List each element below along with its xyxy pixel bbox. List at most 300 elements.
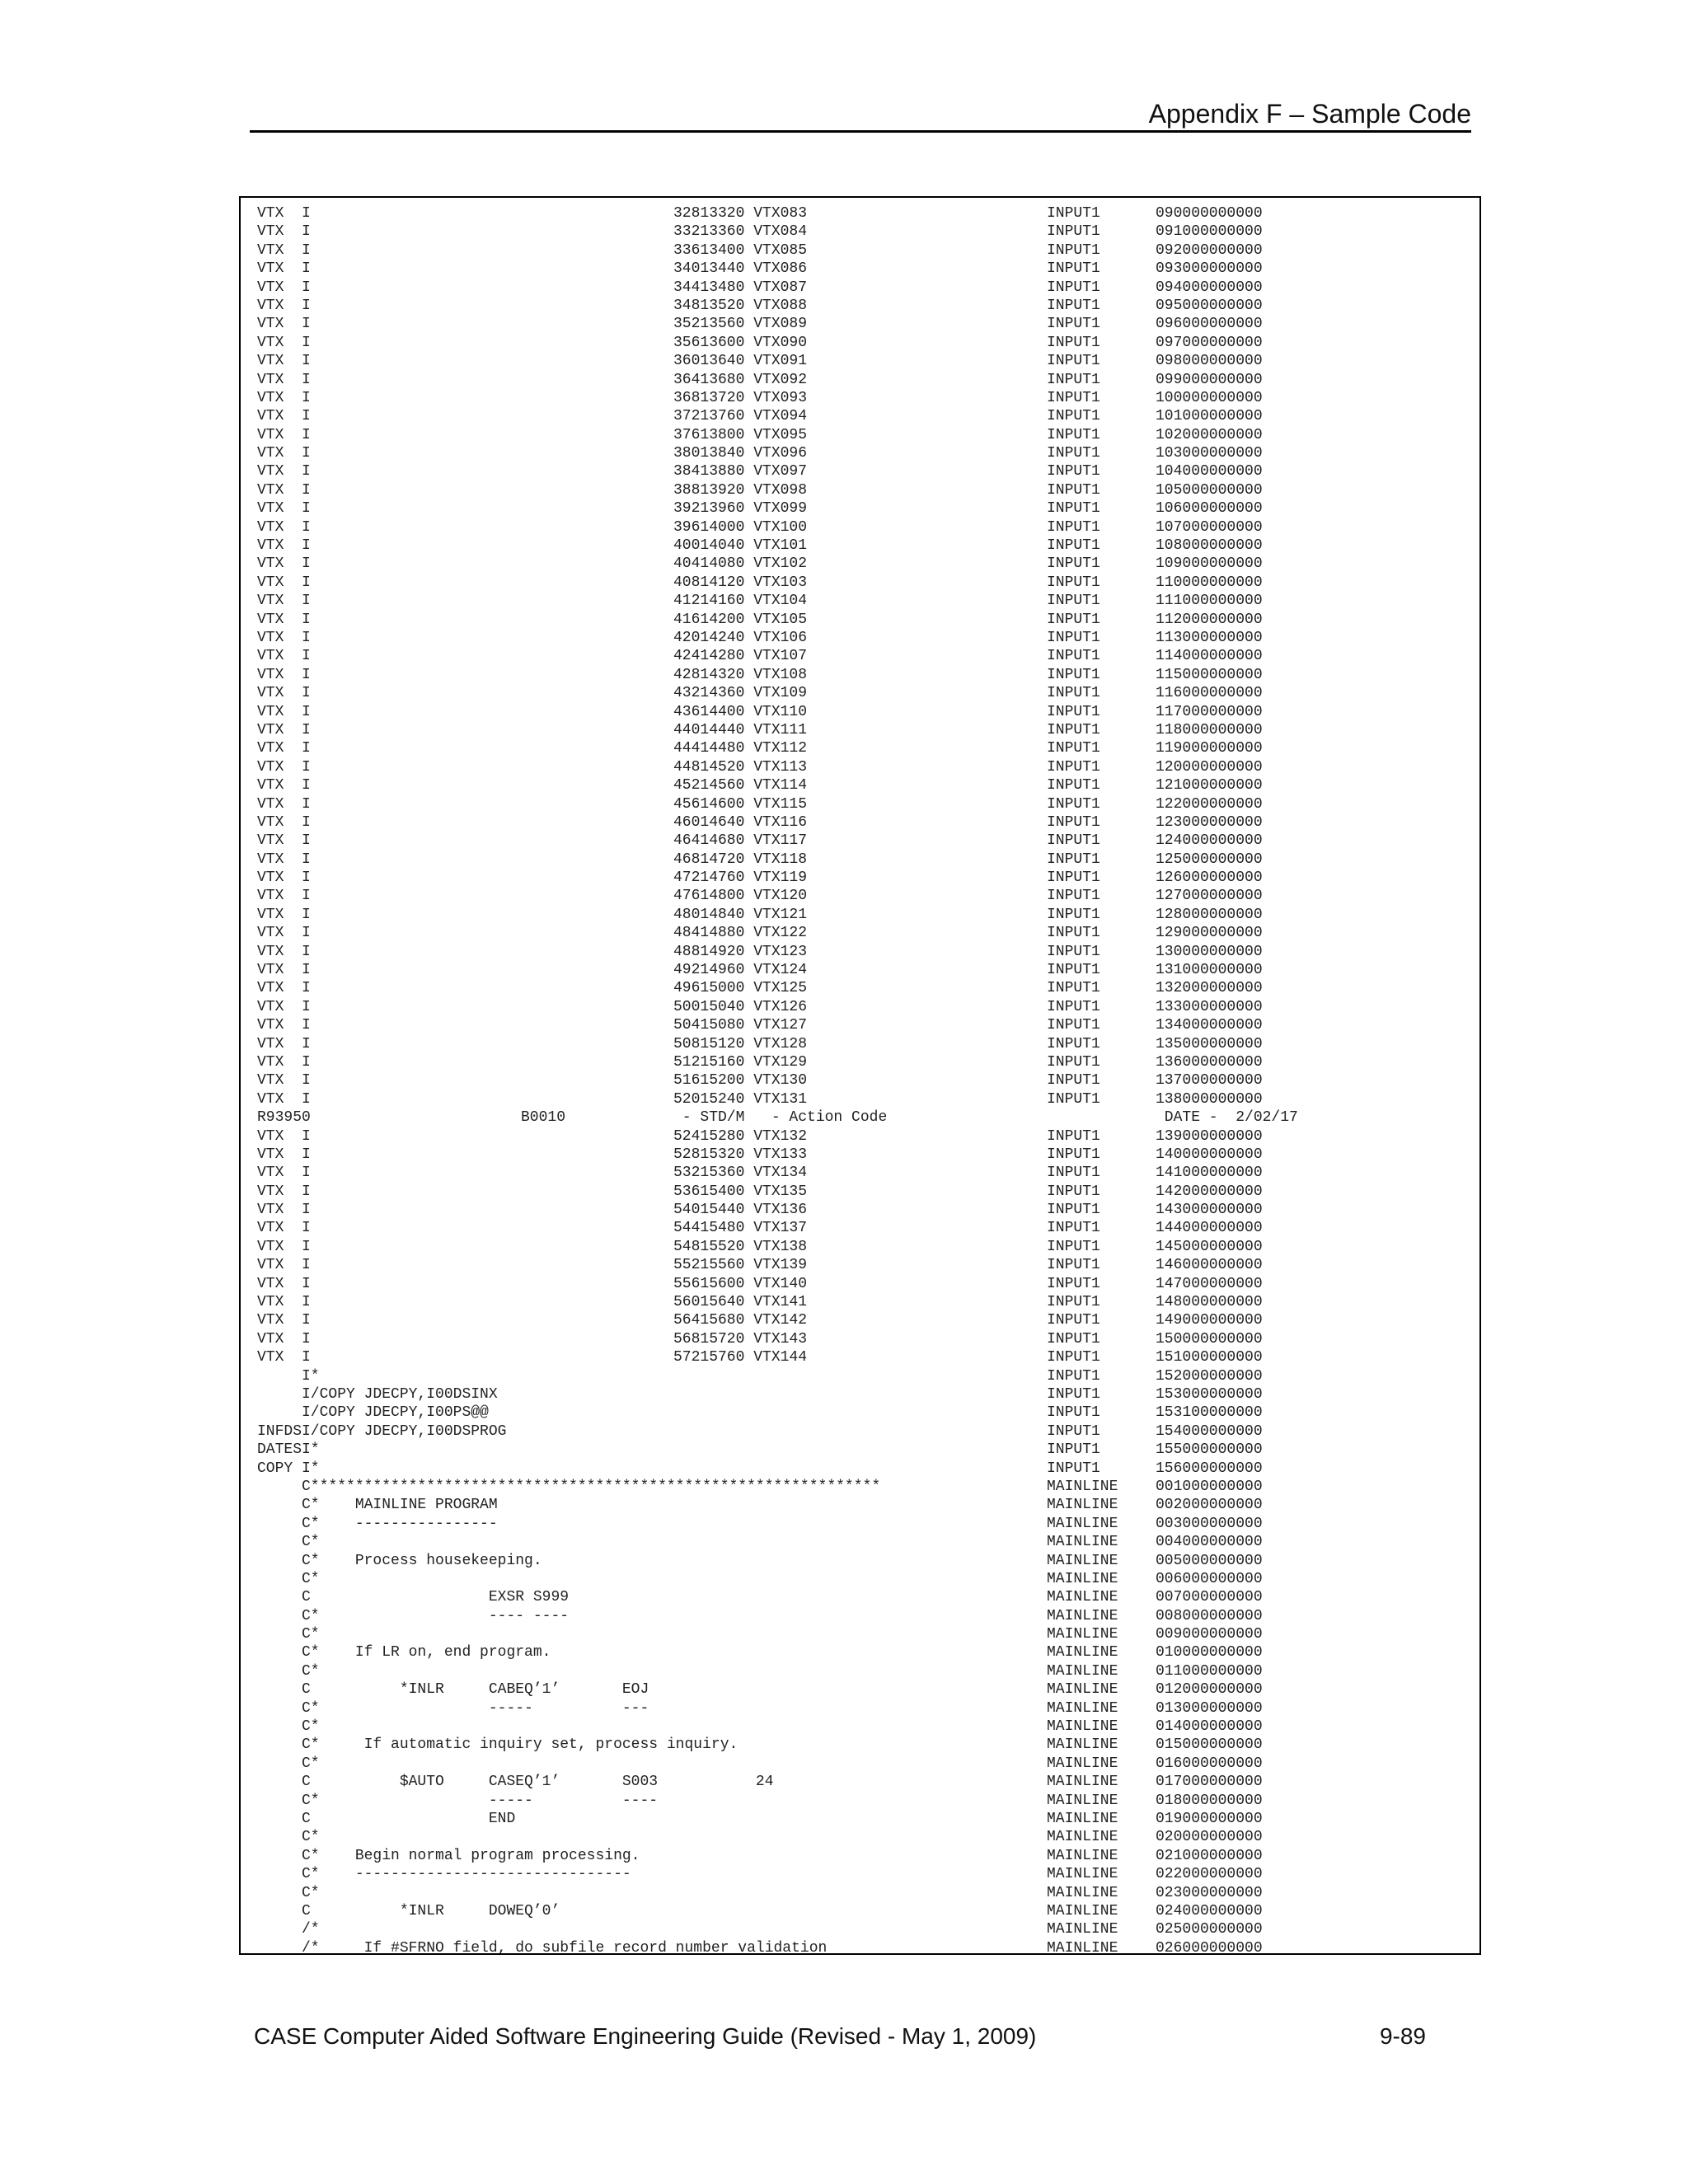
code-line — [257, 407, 1479, 425]
code-col-1: VTX I — [257, 869, 311, 887]
code-col-4: INPUT1 — [1047, 795, 1100, 813]
code-col-5: 114000000000 — [1156, 648, 1263, 665]
code-col-5: 121000000000 — [1156, 777, 1263, 794]
code-col-1: VTX I — [257, 685, 311, 702]
code-col-1: VTX I — [257, 1257, 311, 1274]
code-line — [257, 1385, 1479, 1404]
code-col-1: VTX I — [257, 316, 311, 333]
code-line — [257, 1164, 1479, 1182]
code-col-3: 46414680 VTX117 — [673, 832, 808, 850]
code-col-3: 37613800 VTX095 — [673, 426, 808, 443]
code-col-1: C* Process housekeeping. — [257, 1552, 542, 1569]
code-line — [257, 703, 1479, 721]
code-col-5: 023000000000 — [1156, 1884, 1263, 1901]
code-col-1: VTX I — [257, 962, 311, 979]
code-col-1: C* — [257, 1534, 320, 1551]
code-col-5: 100000000000 — [1156, 389, 1263, 406]
code-col-5: 139000000000 — [1156, 1127, 1263, 1145]
code-col-1: VTX I — [257, 408, 311, 425]
code-col-4: INPUT1 — [1047, 832, 1100, 850]
code-col-5: 127000000000 — [1156, 888, 1263, 905]
code-col-1: C* — [257, 1884, 320, 1901]
code-col-1: VTX I — [257, 445, 311, 462]
code-col-5: 140000000000 — [1156, 1146, 1263, 1163]
code-col-1: VTX I — [257, 832, 311, 850]
code-line — [257, 629, 1479, 647]
header-title: Appendix F – Sample Code — [1148, 99, 1471, 129]
code-col-1: VTX I — [257, 1202, 311, 1219]
code-line — [257, 1496, 1479, 1514]
code-col-3: 36013640 VTX091 — [673, 353, 808, 370]
code-col-4: INPUT1 — [1047, 1053, 1100, 1071]
code-col-1: VTX I — [257, 1275, 311, 1292]
code-col-1: C *INLR DOWEQ’0’ — [257, 1902, 560, 1919]
code-col-4: INPUT1 — [1047, 463, 1100, 480]
code-line — [257, 260, 1479, 278]
code-col-3: 52015240 VTX131 — [673, 1090, 808, 1108]
code-col-3: 49615000 VTX125 — [673, 980, 808, 997]
code-col-5: 112000000000 — [1156, 611, 1263, 628]
code-line — [257, 1939, 1479, 1955]
code-col-1: C* — [257, 1829, 320, 1846]
code-col-5: 110000000000 — [1156, 574, 1263, 591]
code-col-5: 142000000000 — [1156, 1183, 1263, 1200]
code-col-5: 153000000000 — [1156, 1386, 1263, 1403]
code-col-5: 151000000000 — [1156, 1349, 1263, 1366]
code-col-4: INPUT1 — [1047, 371, 1100, 388]
code-col-1: VTX I — [257, 574, 311, 591]
code-col-5: 131000000000 — [1156, 962, 1263, 979]
code-col-5: 150000000000 — [1156, 1330, 1263, 1347]
code-line — [257, 961, 1479, 979]
code-col-4: MAINLINE — [1047, 1570, 1118, 1587]
code-col-5: 136000000000 — [1156, 1053, 1263, 1071]
code-col-1: C *INLR CABEQ’1’ EOJ — [257, 1681, 649, 1699]
code-col-1: VTX I — [257, 1072, 311, 1090]
code-col-5: 093000000000 — [1156, 260, 1263, 278]
code-col-4: MAINLINE — [1047, 1718, 1118, 1736]
code-col-5: 015000000000 — [1156, 1736, 1263, 1754]
code-col-4: MAINLINE — [1047, 1847, 1118, 1864]
code-col-4: INPUT1 — [1047, 1165, 1100, 1182]
code-col-5: 021000000000 — [1156, 1847, 1263, 1864]
code-col-1: VTX I — [257, 703, 311, 720]
code-col-4: MAINLINE — [1047, 1497, 1118, 1514]
code-col-4: MAINLINE — [1047, 1478, 1118, 1495]
code-col-5: 014000000000 — [1156, 1718, 1263, 1736]
code-col-1: VTX I — [257, 1035, 311, 1052]
code-col-3: 38813920 VTX098 — [673, 481, 808, 499]
code-col-3: 38013840 VTX096 — [673, 445, 808, 462]
code-col-5: 115000000000 — [1156, 666, 1263, 683]
code-line — [257, 334, 1479, 352]
code-col-5: 096000000000 — [1156, 316, 1263, 333]
code-col-4: MAINLINE — [1047, 1774, 1118, 1791]
code-col-1: C* If automatic inquiry set, process inquiry. — [257, 1736, 738, 1754]
code-col-5: 133000000000 — [1156, 998, 1263, 1015]
code-col-3: 48014840 VTX121 — [673, 906, 808, 923]
code-line — [257, 813, 1479, 832]
code-col-3: 50415080 VTX127 — [673, 1017, 808, 1034]
code-line — [257, 887, 1479, 905]
code-col-4: INPUT1 — [1047, 1220, 1100, 1237]
code-col-4: INPUT1 — [1047, 758, 1100, 776]
code-col-1: VTX I — [257, 389, 311, 406]
code-line — [257, 1275, 1479, 1293]
code-col-5: 012000000000 — [1156, 1681, 1263, 1699]
code-col-5: 006000000000 — [1156, 1570, 1263, 1587]
code-col-1: C* ---- ---- — [257, 1607, 570, 1624]
code-col-5: 126000000000 — [1156, 869, 1263, 887]
code-col-3: 56015640 VTX141 — [673, 1294, 808, 1311]
code-col-1: VTX I — [257, 925, 311, 942]
code-col-4: INPUT1 — [1047, 1312, 1100, 1329]
code-line — [257, 462, 1479, 480]
code-line — [257, 1422, 1479, 1441]
code-col-5: 144000000000 — [1156, 1220, 1263, 1237]
code-line — [257, 241, 1479, 260]
code-line — [257, 1865, 1479, 1883]
code-col-4: INPUT1 — [1047, 426, 1100, 443]
code-col-4: MAINLINE — [1047, 1515, 1118, 1532]
code-line — [257, 1016, 1479, 1034]
code-line — [257, 444, 1479, 462]
code-col-1: C* ----- ---- — [257, 1792, 659, 1809]
code-col-3: 40814120 VTX103 — [673, 574, 808, 591]
code-col-5: 026000000000 — [1156, 1939, 1263, 1955]
code-col-1: VTX I — [257, 1090, 311, 1108]
code-col-4: INPUT1 — [1047, 1017, 1100, 1034]
code-col-1: C* Begin normal program processing. — [257, 1847, 640, 1864]
code-col-1: VTX I — [257, 1330, 311, 1347]
code-col-5: 092000000000 — [1156, 241, 1263, 259]
code-col-4: INPUT1 — [1047, 279, 1100, 296]
code-col-4: INPUT1 — [1047, 1238, 1100, 1255]
code-col-3: 51615200 VTX130 — [673, 1072, 808, 1090]
code-col-1: VTX I — [257, 666, 311, 683]
code-line — [257, 1792, 1479, 1810]
code-col-5: 099000000000 — [1156, 371, 1263, 388]
code-col-3: 43614400 VTX110 — [673, 703, 808, 720]
code-col-1: VTX I — [257, 463, 311, 480]
code-col-1: C* MAINLINE PROGRAM — [257, 1497, 498, 1514]
code-col-5: 017000000000 — [1156, 1774, 1263, 1791]
code-col-4: INPUT1 — [1047, 666, 1100, 683]
code-col-4: INPUT1 — [1047, 445, 1100, 462]
code-col-5: 129000000000 — [1156, 925, 1263, 942]
code-col-1: VTX I — [257, 593, 311, 610]
code-line — [257, 1146, 1479, 1164]
code-line — [257, 371, 1479, 389]
code-line — [257, 1680, 1479, 1699]
code-col-1: VTX I — [257, 1349, 311, 1366]
code-col-4: INPUT1 — [1047, 888, 1100, 905]
code-line — [257, 1643, 1479, 1661]
code-col-4: MAINLINE — [1047, 1810, 1118, 1827]
code-col-3: 38413880 VTX097 — [673, 463, 808, 480]
code-col-4: INPUT1 — [1047, 574, 1100, 591]
code-col-5: 143000000000 — [1156, 1202, 1263, 1219]
code-col-4: MAINLINE — [1047, 1736, 1118, 1754]
code-line — [257, 943, 1479, 961]
code-col-4: INPUT1 — [1047, 205, 1100, 222]
code-col-4: INPUT1 — [1047, 648, 1100, 665]
code-col-4: INPUT1 — [1047, 1294, 1100, 1311]
code-col-3: 49214960 VTX124 — [673, 962, 808, 979]
code-col-3: 42014240 VTX106 — [673, 629, 808, 646]
code-col-5: 128000000000 — [1156, 906, 1263, 923]
code-col-5: 138000000000 — [1156, 1090, 1263, 1108]
code-col-3: 36413680 VTX092 — [673, 371, 808, 388]
code-col-1: VTX I — [257, 1127, 311, 1145]
code-col-3: 56415680 VTX142 — [673, 1312, 808, 1329]
code-line — [257, 795, 1479, 813]
code-col-1: VTX I — [257, 1053, 311, 1071]
code-line — [257, 1460, 1479, 1478]
code-col-5: 148000000000 — [1156, 1294, 1263, 1311]
code-col-4: MAINLINE — [1047, 1884, 1118, 1901]
code-col-1: VTX I — [257, 1146, 311, 1163]
code-col-5: 104000000000 — [1156, 463, 1263, 480]
code-line — [257, 1201, 1479, 1219]
code-col-4: INPUT1 — [1047, 1404, 1100, 1422]
code-line — [257, 1570, 1479, 1588]
code-col-1: I/COPY JDECPY,I00PS@@ — [257, 1404, 489, 1422]
code-col-1: C* — [257, 1626, 320, 1643]
code-col-1: VTX I — [257, 851, 311, 868]
code-col-4: INPUT1 — [1047, 1035, 1100, 1052]
code-col-1: C END — [257, 1810, 516, 1827]
code-col-3: 44014440 VTX111 — [673, 721, 808, 738]
code-line — [257, 906, 1479, 924]
code-col-1: VTX I — [257, 1017, 311, 1034]
code-col-1: VTX I — [257, 537, 311, 555]
code-col-5: 002000000000 — [1156, 1497, 1263, 1514]
code-col-4: MAINLINE — [1047, 1792, 1118, 1809]
code-col-1: VTX I — [257, 353, 311, 370]
code-line — [257, 592, 1479, 610]
code-line — [257, 426, 1479, 444]
code-col-5: 025000000000 — [1156, 1921, 1263, 1938]
code-col-3: 48414880 VTX122 — [673, 925, 808, 942]
code-line — [257, 1183, 1479, 1201]
code-col-5: 124000000000 — [1156, 832, 1263, 850]
code-col-4: INPUT1 — [1047, 1127, 1100, 1145]
code-line — [257, 1256, 1479, 1274]
code-col-5: 010000000000 — [1156, 1644, 1263, 1661]
code-col-4: INPUT1 — [1047, 1367, 1100, 1385]
code-line — [257, 851, 1479, 869]
code-col-4: INPUT1 — [1047, 1183, 1100, 1200]
code-line — [257, 1699, 1479, 1718]
code-line — [257, 1755, 1479, 1773]
code-col-3: 37213760 VTX094 — [673, 408, 808, 425]
code-col-4: MAINLINE — [1047, 1921, 1118, 1938]
code-col-5: 155000000000 — [1156, 1441, 1263, 1459]
code-col-1: COPY I* — [257, 1460, 320, 1477]
code-col-1: I* — [257, 1367, 320, 1385]
code-line — [257, 1367, 1479, 1385]
code-col-4: INPUT1 — [1047, 1090, 1100, 1108]
code-col-1: /* If #SFRNO field, do subfile record number validation — [257, 1939, 828, 1955]
code-line — [257, 297, 1479, 315]
code-line — [257, 979, 1479, 997]
code-col-5: 125000000000 — [1156, 851, 1263, 868]
code-col-5: 147000000000 — [1156, 1275, 1263, 1292]
code-line — [257, 1108, 1479, 1127]
code-col-5: 152000000000 — [1156, 1367, 1263, 1385]
code-line — [257, 1625, 1479, 1643]
code-col-3: 35213560 VTX089 — [673, 316, 808, 333]
code-col-3: 40014040 VTX101 — [673, 537, 808, 555]
code-col-4: INPUT1 — [1047, 389, 1100, 406]
code-col-3: 45614600 VTX115 — [673, 795, 808, 813]
code-col-3: 56815720 VTX143 — [673, 1330, 808, 1347]
code-line — [257, 1071, 1479, 1090]
code-col-5: 009000000000 — [1156, 1626, 1263, 1643]
code-col-4: INPUT1 — [1047, 685, 1100, 702]
code-line — [257, 1847, 1479, 1865]
code-col-4: INPUT1 — [1047, 813, 1100, 831]
code-line — [257, 1810, 1479, 1828]
code-col-4: INPUT1 — [1047, 1441, 1100, 1459]
code-col-4: INPUT1 — [1047, 869, 1100, 887]
code-col-1: VTX I — [257, 648, 311, 665]
code-col-5: 116000000000 — [1156, 685, 1263, 702]
code-col-3: 36813720 VTX093 — [673, 389, 808, 406]
code-col-3: 55215560 VTX139 — [673, 1257, 808, 1274]
code-col-4: MAINLINE — [1047, 1699, 1118, 1717]
code-col-3: 50815120 VTX128 — [673, 1035, 808, 1052]
code-col-4: INPUT1 — [1047, 1330, 1100, 1347]
code-col-1: C $AUTO CASEQ’1’ S003 24 — [257, 1774, 774, 1791]
code-col-4: INPUT1 — [1047, 260, 1100, 278]
code-col-3: 39213960 VTX099 — [673, 500, 808, 518]
code-col-3: 35613600 VTX090 — [673, 334, 808, 351]
code-col-4: INPUT1 — [1047, 316, 1100, 333]
code-line — [257, 1478, 1479, 1496]
code-col-1: VTX I — [257, 500, 311, 518]
code-col-4: INPUT1 — [1047, 481, 1100, 499]
code-col-3: 57215760 VTX144 — [673, 1349, 808, 1366]
code-col-3: 54815520 VTX138 — [673, 1238, 808, 1255]
code-col-5: 146000000000 — [1156, 1257, 1263, 1274]
code-col-4: INPUT1 — [1047, 629, 1100, 646]
code-col-4: INPUT1 — [1047, 1460, 1100, 1477]
code-col-4: INPUT1 — [1047, 925, 1100, 942]
code-col-4: INPUT1 — [1047, 1202, 1100, 1219]
code-col-4: INPUT1 — [1047, 593, 1100, 610]
code-line — [257, 1035, 1479, 1053]
code-col-5: 003000000000 — [1156, 1515, 1263, 1532]
code-col-1: C**************************************************************** — [257, 1478, 881, 1495]
code-col-5: 004000000000 — [1156, 1534, 1263, 1551]
code-col-1: VTX I — [257, 721, 311, 738]
code-col-4: MAINLINE — [1047, 1662, 1118, 1680]
code-col-1: C* — [257, 1755, 320, 1772]
code-col-5: 001000000000 — [1156, 1478, 1263, 1495]
code-col-3: 34813520 VTX088 — [673, 297, 808, 314]
code-line — [257, 1588, 1479, 1606]
code-col-1: VTX I — [257, 1312, 311, 1329]
code-line — [257, 1884, 1479, 1902]
code-col-3: 51215160 VTX129 — [673, 1053, 808, 1071]
code-col-1: VTX I — [257, 223, 311, 241]
code-col-1: INFDSI/COPY JDECPY,I00DSPROG — [257, 1422, 507, 1440]
code-col-4: INPUT1 — [1047, 1257, 1100, 1274]
code-col-1: VTX I — [257, 334, 311, 351]
code-line — [257, 499, 1479, 518]
code-col-3: 54015440 VTX136 — [673, 1202, 808, 1219]
code-col-1: C* ----- --- — [257, 1699, 649, 1717]
code-col-1: VTX I — [257, 1165, 311, 1182]
code-col-1: C* ------------------------------- — [257, 1866, 631, 1883]
code-col-4: MAINLINE — [1047, 1681, 1118, 1699]
code-col-4: INPUT1 — [1047, 1072, 1100, 1090]
code-col-5: 120000000000 — [1156, 758, 1263, 776]
code-line — [257, 315, 1479, 333]
code-col-4: INPUT1 — [1047, 1349, 1100, 1366]
code-line — [257, 1533, 1479, 1551]
code-col-5: 013000000000 — [1156, 1699, 1263, 1717]
code-col-1: VTX I — [257, 758, 311, 776]
code-col-1: VTX I — [257, 795, 311, 813]
code-col-5: 016000000000 — [1156, 1755, 1263, 1772]
code-line — [257, 1828, 1479, 1846]
code-col-3: 47614800 VTX120 — [673, 888, 808, 905]
code-col-5: 109000000000 — [1156, 555, 1263, 573]
code-line — [257, 1736, 1479, 1754]
code-col-5: 090000000000 — [1156, 205, 1263, 222]
code-col-5: 106000000000 — [1156, 500, 1263, 518]
code-line — [257, 1607, 1479, 1625]
code-col-4: INPUT1 — [1047, 998, 1100, 1015]
code-col-5: 111000000000 — [1156, 593, 1263, 610]
code-col-5: 011000000000 — [1156, 1662, 1263, 1680]
code-line — [257, 647, 1479, 665]
code-col-4: INPUT1 — [1047, 500, 1100, 518]
code-line — [257, 1127, 1479, 1146]
code-col-1: C EXSR S999 — [257, 1589, 570, 1606]
code-col-3: 46814720 VTX118 — [673, 851, 808, 868]
code-col-5: 018000000000 — [1156, 1792, 1263, 1809]
code-col-4: INPUT1 — [1047, 241, 1100, 259]
code-line — [257, 1773, 1479, 1791]
code-line — [257, 758, 1479, 776]
code-col-3: 44414480 VTX112 — [673, 740, 808, 757]
code-line — [257, 1902, 1479, 1920]
page-number: 9-89 — [1379, 2023, 1426, 2049]
code-col-5: 153100000000 — [1156, 1404, 1263, 1422]
code-col-5: 154000000000 — [1156, 1422, 1263, 1440]
code-col-4: MAINLINE — [1047, 1939, 1118, 1955]
code-line — [257, 1662, 1479, 1680]
code-line — [257, 1238, 1479, 1256]
code-col-3: 50015040 VTX126 — [673, 998, 808, 1015]
code-col-3: 44814520 VTX113 — [673, 758, 808, 776]
code-line — [257, 555, 1479, 573]
code-col-4: INPUT1 — [1047, 518, 1100, 536]
code-col-4: INPUT1 — [1047, 1386, 1100, 1403]
code-col-1: VTX I — [257, 943, 311, 960]
code-col-5: 008000000000 — [1156, 1607, 1263, 1624]
code-col-5: DATE - 2/02/17 — [1156, 1109, 1298, 1127]
code-col-1: C* ---------------- — [257, 1515, 498, 1532]
code-col-1: VTX I — [257, 481, 311, 499]
code-col-4: INPUT1 — [1047, 1275, 1100, 1292]
code-line — [257, 537, 1479, 555]
code-col-1: VTX I — [257, 555, 311, 573]
